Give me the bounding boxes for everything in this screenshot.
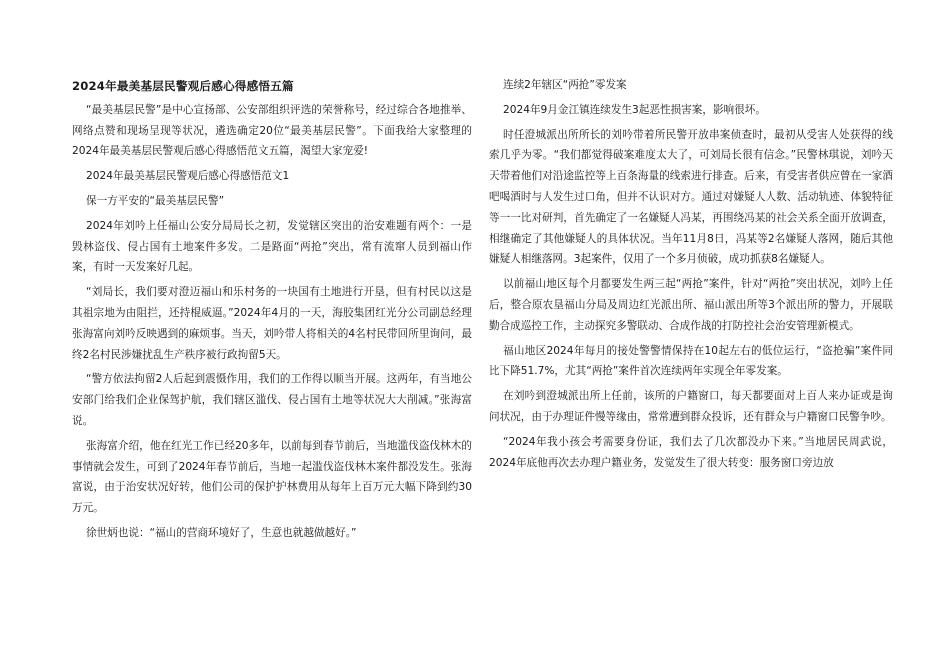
paragraph: 以前福山地区每个月都要发生两三起“两抢”案件，针对“两抢”突出状况，刘吟上任后，整合原农垦福山分局及周边红光派出所、福山派出所等3个派出所的警力，开展联勤合成巡控工作，主动探究多警联动、合成作战的打防控社会治安管理新模式。 bbox=[489, 278, 893, 332]
paragraph: “警方依法拘留2人后起到震慑作用，我们的工作得以顺当开展。这两年，有当地公安部门给我们企业保驾护航，我们辖区滥伐、侵占国有土地等状况大大削减。”张海富说。 bbox=[72, 373, 472, 427]
paragraph: 福山地区2024年每月的接处警警情保持在10起左右的低位运行，“盗抢骗”案件同比下降51.7%，尤其“两抢”案件首次连续两年实现全年零发案。 bbox=[489, 344, 893, 378]
right-column bbox=[489, 76, 893, 477]
paragraph: 2024年刘吟上任福山公安分局局长之初，发觉辖区突出的治安难题有两个：一是毁林盗伐、侵占国有土地案件多发。二是路面“两抢”突出，常有流窜人员到福山作案，有时一天发案好几起。 bbox=[72, 219, 472, 274]
document-title: 2024年最美基层民警观后感心得感悟五篇 bbox=[72, 79, 294, 93]
paragraph: 在刘吟到澄城派出所上任前，该所的户籍窗口，每天都要面对上百人来办证或是询问状况，由于办理证件慢等缘由，常常遭到群众投诉，还有群众与户籍窗口民警争吵。 bbox=[489, 390, 893, 423]
paragraph: 徐世炳也说：“福山的营商环境好了，生意也就越做越好。” bbox=[86, 526, 357, 539]
paragraph: 张海富介绍，他在红光工作已经20多年，以前每到春节前后，当地滥伐盗伐林木的事情就会发生，可到了2024年春节前后，当地一起滥伐盗伐林木案件都没发生。张海富说，由于治安状况好转，他们公司的保护护林费用从每年上百万元大幅下降到约30万元。 bbox=[72, 439, 472, 515]
paragraph: “2024年我小孩会考需要身份证，我们去了几次都没办下来。”当地居民周武说，2024年底他再次去办理户籍业务，发觉发生了很大转变：服务窗口旁边放 bbox=[489, 435, 893, 469]
paragraph: 连续2年辖区“两抢”零发案 bbox=[503, 79, 627, 91]
left-column bbox=[72, 76, 472, 548]
paragraph: “最美基层民警”是中心宣扬部、公安部组织评选的荣誉称号，经过综合各地推举、网络点赞和现场呈现等状况，遴选确定20位“最美基层民警”。下面我给大家整理的2024年最美基层民警观后感心得感悟范文五篇，渴望大家宠爱! bbox=[72, 103, 472, 158]
paragraph: 2024年最美基层民警观后感心得感悟范文1 bbox=[86, 170, 290, 183]
paragraph: 时任澄城派出所所长的刘吟带着所民警开放串案侦查时，最初从受害人处获得的线索几乎为零。“我们都觉得破案难度太大了，可刘局长很有信念。”民警林琪说，刘吟天天带着他们对沿途监控等上百条海量的线索进行排查。后来，有受害者供应曾在一家酒吧喝酒时与人发生过口角，但并不认识对方。通过对嫌疑人人数、活动轨迹、体貌特征等一一比对研判，首先确定了一名嫌疑人冯某，再围绕冯某的社会关系全面开放调查，相继确定了其他嫌疑人的具体状况。当年11月8日，冯某等2名嫌疑人落网，随后其他嫌疑人相继落网。3起案件，仅用了一个多月侦破，成功抓获8名嫌疑人。 bbox=[489, 128, 893, 266]
paragraph: 保一方平安的“最美基层民警” bbox=[86, 194, 225, 207]
paragraph: “刘局长，我们要对澄迈福山和乐村务的一块国有土地进行开垦，但有村民以这是其祖宗地为由阻拦，还持棍威逼。”2024年4月的一天，海胶集团红光分公司副总经理张海富向刘吟反映遇到的麻烦事。当天，刘吟带人将相关的4名村民带回所里询问，最终2名村民涉嫌扰乱生产秩序被行政拘留5天。 bbox=[72, 286, 472, 361]
paragraph: 2024年9月金江镇连续发生3起恶性损害案，影响很坏。 bbox=[503, 103, 766, 116]
